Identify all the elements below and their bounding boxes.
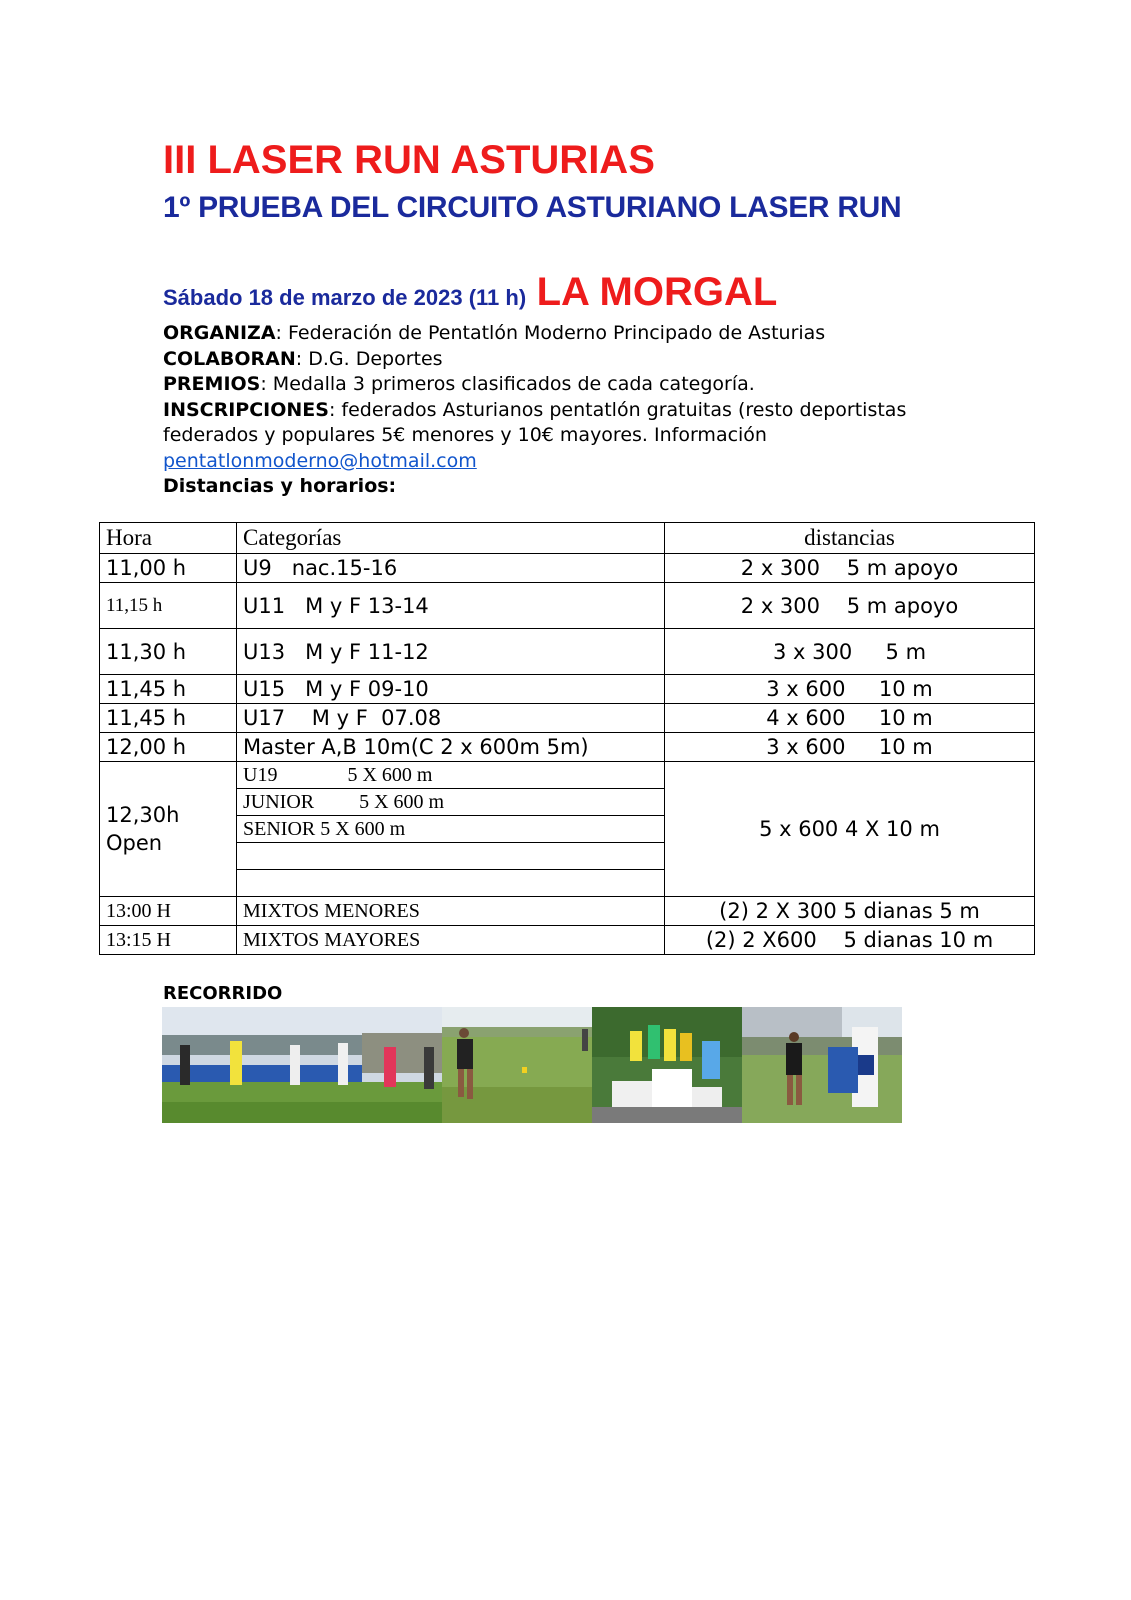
event-title: III LASER RUN ASTURIAS (163, 138, 655, 182)
row-categoria: U9 nac.15-16 (237, 554, 665, 583)
open-hora-label: Open (106, 831, 163, 855)
table-row (100, 704, 1035, 733)
table-row-open (100, 762, 1035, 897)
table-row (100, 897, 1035, 926)
open-categorias-table (237, 762, 664, 896)
table-row (100, 554, 1035, 583)
row-hora: 11,15 h (100, 583, 237, 629)
header-categorias: Categorías (237, 523, 665, 554)
event-venue: LA MORGAL (536, 270, 778, 314)
event-subtitle: 1º PRUEBA DEL CIRCUITO ASTURIANO LASER RUN (163, 191, 902, 224)
colaboran-value: : D.G. Deportes (295, 347, 443, 370)
row-hora: 11,45 h (100, 704, 237, 733)
inscripciones-line (163, 398, 993, 449)
row-categoria: MIXTOS MAYORES (237, 926, 665, 955)
row-categoria: U17 M y F 07.08 (237, 704, 665, 733)
event-dateline (163, 270, 777, 315)
open-categoria: JUNIOR 5 X 600 m (237, 789, 664, 816)
podium-photo (592, 1007, 742, 1123)
header-distancias: distancias (665, 523, 1035, 554)
premios-line (163, 372, 993, 398)
table-row (100, 926, 1035, 955)
table-row (100, 675, 1035, 704)
recorrido-label: RECORRIDO (163, 983, 283, 1004)
row-hora: 13:00 H (100, 897, 237, 926)
row-hora: 11,00 h (100, 554, 237, 583)
header-hora: Hora (100, 523, 237, 554)
runner-field-photo (442, 1007, 592, 1123)
row-distancia: 3 x 300 5 m (665, 629, 1035, 675)
row-categoria: U11 M y F 13-14 (237, 583, 665, 629)
open-categoria (237, 843, 664, 870)
row-distancia: 3 x 600 10 m (665, 675, 1035, 704)
finish-line-photo (742, 1007, 902, 1123)
row-hora: 12,00 h (100, 733, 237, 762)
premios-value: : Medalla 3 primeros clasificados de cada categoría. (260, 373, 755, 395)
row-distancia: 2 x 300 5 m apoyo (665, 583, 1035, 629)
row-hora: 11,45 h (100, 675, 237, 704)
open-hora: 12,30h (106, 803, 180, 827)
colaboran-line (163, 347, 993, 373)
organiza-line (163, 321, 993, 347)
row-distancia: 4 x 600 10 m (665, 704, 1035, 733)
row-categoria: U15 M y F 09-10 (237, 675, 665, 704)
row-categoria: Master A,B 10m(C 2 x 600m 5m) (237, 733, 665, 762)
row-distancia: 3 x 600 10 m (665, 733, 1035, 762)
open-categorias-cell (237, 762, 665, 897)
open-categoria (237, 870, 664, 897)
email-link[interactable]: pentatlonmoderno@hotmail.com (163, 449, 477, 472)
event-date: Sábado 18 de marzo de 2023 (11 h) (163, 285, 527, 310)
row-distancia: (2) 2 X600 5 dianas 10 m (665, 926, 1035, 955)
row-categoria: U13 M y F 11-12 (237, 629, 665, 675)
event-info (163, 321, 993, 500)
table-row (100, 733, 1035, 762)
row-hora: 13:15 H (100, 926, 237, 955)
inscripciones-value: : federados Asturianos pentatlón gratuitas (resto deportistas federados y populares 5€ menores y 10€ mayores. Información (163, 398, 907, 446)
row-hora: 11,30 h (100, 629, 237, 675)
photo-strip (162, 1007, 902, 1123)
table-row (100, 629, 1035, 675)
table-row (100, 583, 1035, 629)
organiza-value: : Federación de Pentatlón Moderno Principado de Asturias (275, 322, 826, 344)
shooting-range-photo (162, 1007, 442, 1123)
open-categoria: U19 5 X 600 m (237, 762, 664, 789)
organiza-label: ORGANIZA (163, 322, 276, 344)
row-distancia: (2) 2 X 300 5 dianas 5 m (665, 897, 1035, 926)
colaboran-label: COLABORAN (163, 347, 296, 370)
open-hora-cell (100, 762, 237, 897)
premios-label: PREMIOS (163, 373, 261, 395)
open-categoria: SENIOR 5 X 600 m (237, 816, 664, 843)
schedule-table (99, 522, 1035, 955)
row-distancia: 2 x 300 5 m apoyo (665, 554, 1035, 583)
table-header-row (100, 523, 1035, 554)
row-categoria: MIXTOS MENORES (237, 897, 665, 926)
inscripciones-label: INSCRIPCIONES (163, 398, 329, 421)
open-distancia: 5 x 600 4 X 10 m (665, 762, 1035, 897)
distancias-heading: Distancias y horarios: (163, 475, 397, 497)
